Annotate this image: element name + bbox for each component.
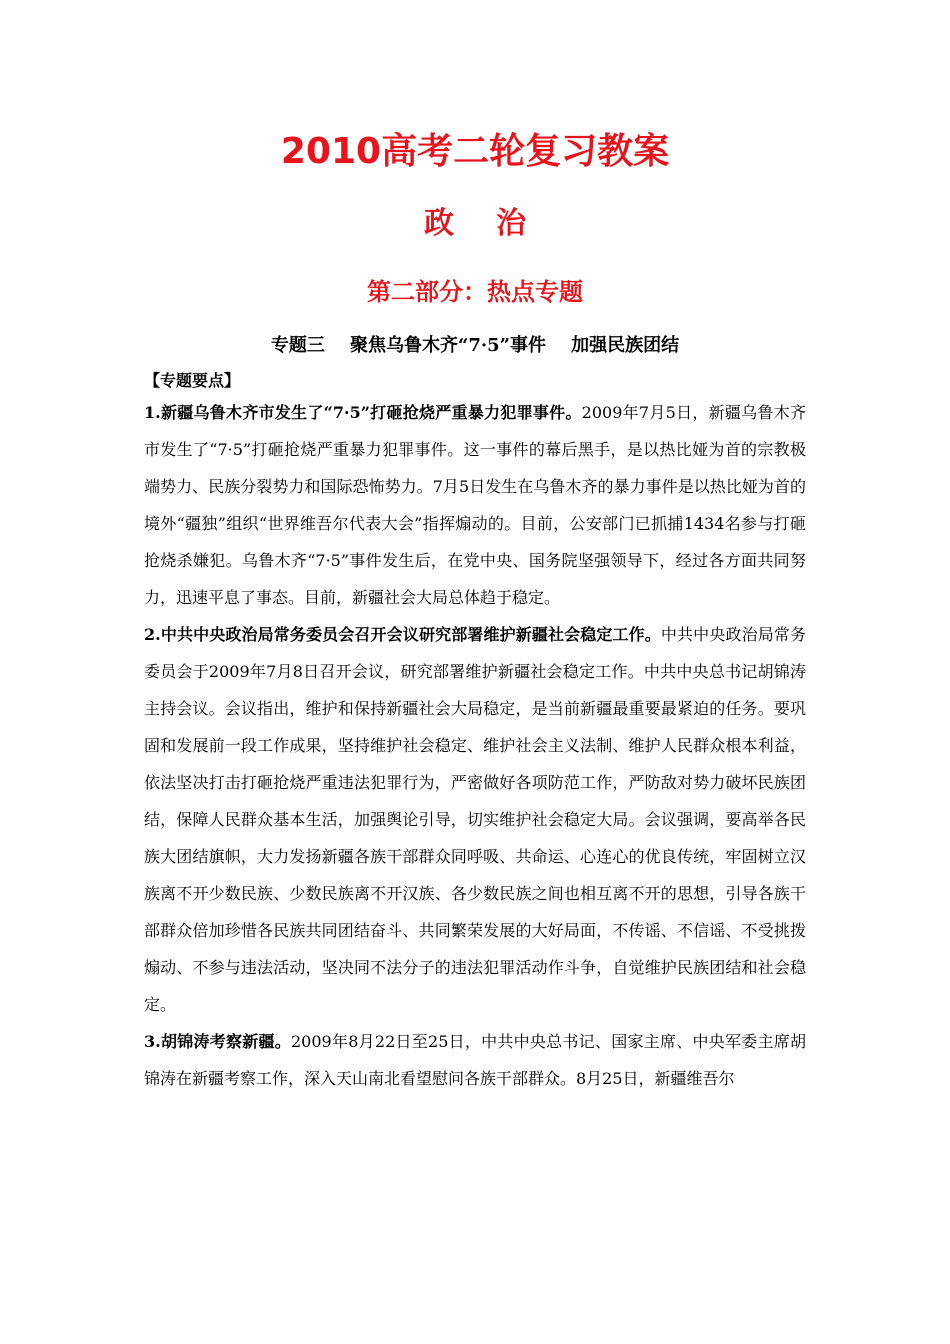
paragraph-lead: 2.中共中央政治局常务委员会召开会议研究部署维护新疆社会稳定工作。 xyxy=(144,625,661,644)
paragraph-lead: 1.新疆乌鲁木齐市发生了“7·5”打砸抢烧严重暴力犯罪事件。 xyxy=(144,403,582,422)
paragraph-text: 2009年7月5日，新疆乌鲁木齐市发生了“7·5”打砸抢烧严重暴力犯罪事件。这一事件的幕后黑手，是以热比娅为首的宗教极端势力、民族分裂势力和国际恐怖势力。7月5日发生在乌鲁木齐的暴力事件是以热比娅为首的境外“疆独”组织“世界维吾尔代表大会”指挥煽动的。目前，公安部门已抓捕1434名参与打砸抢烧杀嫌犯。乌鲁木齐“7·5”事件发生后，在党中央、国务院坚强领导下，经过各方面共同努力，迅速平息了事态。目前，新疆社会大局总体趋于稳定。 xyxy=(144,403,806,607)
paragraph-1 xyxy=(144,394,806,616)
document-title: 2010高考二轮复习教案 xyxy=(280,131,670,172)
section-label: 【专题要点】 xyxy=(144,371,241,390)
paragraph-lead: 3.胡锦涛考察新疆。 xyxy=(144,1032,291,1051)
paragraph-2 xyxy=(144,616,806,1023)
topic-heading: 专题三 聚焦乌鲁木齐“7·5”事件 加强民族团结 xyxy=(270,335,680,356)
paragraph-3 xyxy=(144,1023,806,1097)
document-body xyxy=(144,394,806,1097)
paragraph-text: 中共中央政治局常务委员会于2009年7月8日召开会议，研究部署维护新疆社会稳定工作。中共中央总书记胡锦涛主持会议。会议指出，维护和保持新疆社会大局稳定，是当前新疆最重要最紧迫的任务。要巩固和发展前一段工作成果，坚持维护社会稳定、维护社会主义法制、维护人民群众根本利益，依法坚决打击打砸抢烧严重违法犯罪行为，严密做好各项防范工作，严防敌对势力破坏民族团结，保障人民群众基本生活，加强舆论引导，切实维护社会稳定大局。会议强调，要高举各民族大团结旗帜，大力发扬新疆各族干部群众同呼吸、共命运、心连心的优良传统，牢固树立汉族离不开少数民族、少数民族离不开汉族、各少数民族之间也相互离不开的思想，引导各族干部群众倍加珍惜各民族共同团结奋斗、共同繁荣发展的大好局面，不传谣、不信谣、不受挑拨煽动、不参与违法活动，坚决同不法分子的违法犯罪活动作斗争，自觉维护民族团结和社会稳定。 xyxy=(144,625,806,1014)
subject-heading: 政治 xyxy=(424,206,568,241)
paragraph-text: 2009年8月22日至25日，中共中央总书记、国家主席、中央军委主席胡锦涛在新疆考察工作，深入天山南北看望慰问各族干部群众。8月25日，新疆维吾尔 xyxy=(144,1032,806,1088)
part-heading: 第二部分：热点专题 xyxy=(367,278,583,306)
